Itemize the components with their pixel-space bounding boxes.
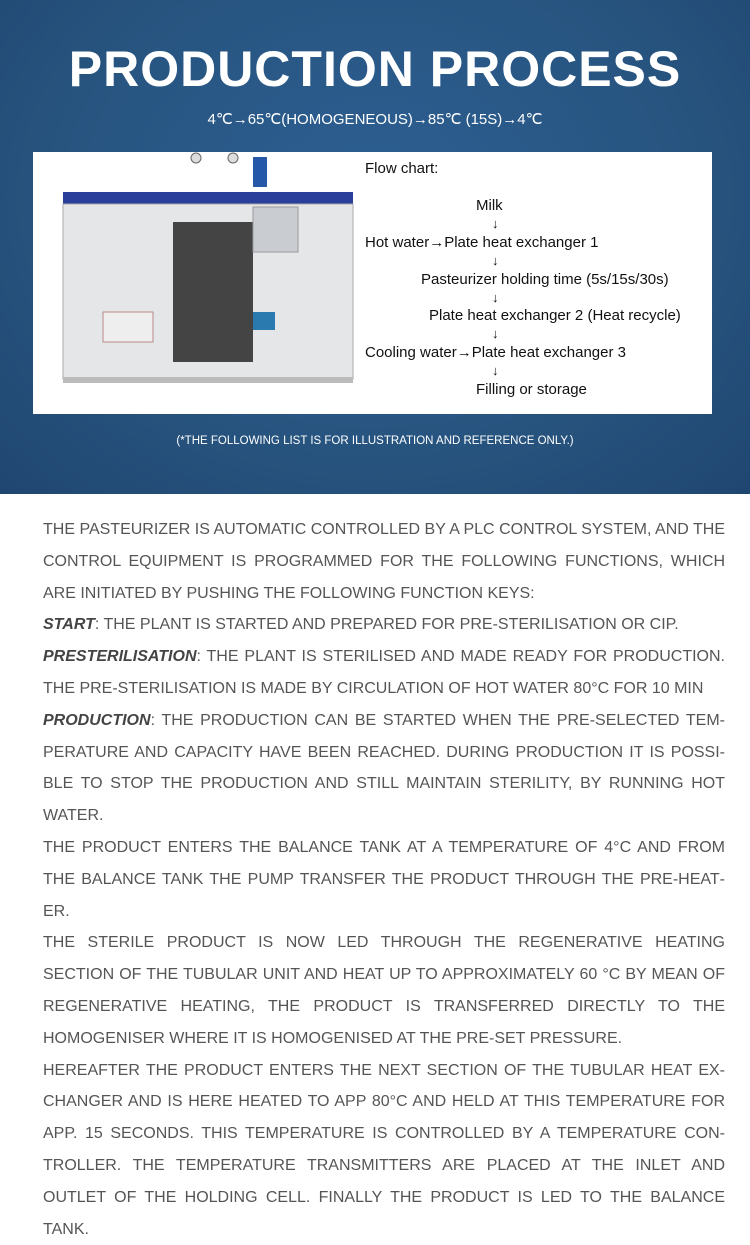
flow-step: Hot water→Plate heat exchanger 1 (365, 234, 599, 251)
pasteurizer-machine-image (53, 152, 363, 397)
flow-step: Pasteurizer holding time (5s/15s/30s) (421, 271, 669, 288)
production-paragraph (43, 705, 725, 832)
paragraph: THE PRODUCT ENTERS THE BALANCE TANK AT A TEMPERATURE OF 4°C AND FROM THE BALANCE TANK THE PUMP TRANSFER THE PRODUCT THROUGH THE PRE-HEATER. (43, 838, 725, 920)
process-subtitle: 4℃→65℃(HOMOGENEOUS)→85℃ (15S)→4℃ (207, 111, 543, 128)
presterilisation-key: PRESTERILISATION (43, 648, 197, 666)
flow-panel (33, 152, 712, 414)
flow-heading: Flow chart: (365, 160, 439, 177)
intro-paragraph: THE PASTEURIZER IS AUTOMATIC CONTROLLED BY A PLC CONTROL SYSTEM, AND THE CONTROL EQUIPMENT IS PROGRAMMED FOR THE FOLLOWING FUNCTIONS, WHICH ARE INITIATED BY PUSHING THE FOLLOWING FUNCTION KEYS: (43, 521, 725, 602)
arrow-down-icon: ↓ (492, 290, 499, 305)
arrow-down-icon: ↓ (492, 363, 499, 378)
production-key: PRODUCTION (43, 711, 151, 729)
arrow-down-icon: ↓ (492, 216, 499, 231)
start-key: START (43, 616, 95, 634)
start-text: : THE PLANT IS STARTED AND PREPARED FOR PRE-STERILISATION OR CIP. (94, 616, 679, 634)
flow-chart (365, 152, 712, 414)
flow-step: Milk (476, 197, 503, 214)
hero-banner (0, 0, 750, 494)
description (43, 514, 725, 1245)
arrow-down-icon: ↓ (492, 253, 499, 268)
flow-step: Cooling water→Plate heat exchanger 3 (365, 344, 626, 361)
disclaimer-note: (*THE FOLLOWING LIST IS FOR ILLUSTRATION AND REFERENCE ONLY.) (176, 435, 574, 447)
presterilisation-text: : THE PLANT IS STERILISED AND MADE READY FOR PRODUCTION. THE PRE-STERILISATION IS MADE BY CIRCULATION OF HOT WATER 80°C FOR 10 MIN (43, 648, 725, 697)
arrow-down-icon: ↓ (492, 326, 499, 341)
start-paragraph (43, 609, 725, 641)
flow-step: Filling or storage (476, 381, 587, 398)
page-title: PRODUCTION PROCESS (68, 41, 682, 97)
flow-step: Plate heat exchanger 2 (Heat recycle) (429, 307, 681, 324)
paragraph: THE STERILE PRODUCT IS NOW LED THROUGH THE REGENERATIVE HEATING SECTION OF THE TUBULAR UNIT AND HEAT UP TO APPROXIMATELY 60 °C BY MEAN OF REGENERATIVE HEATING, THE PRODUCT IS TRANSFERRED DIRECTLY TO THE HOMOGENISER WHERE IT IS HOMOGENISED AT THE PRE-SET PRESSURE. (43, 934, 725, 1047)
presterilisation-paragraph (43, 641, 725, 705)
paragraph: HEREAFTER THE PRODUCT ENTERS THE NEXT SECTION OF THE TUBULAR HEAT EXCHANGER AND IS HERE HEATED TO APP 80°C AND HELD AT THIS TEMPERATURE FOR APP. 15 SECONDS. THIS TEMPERATURE IS CONTROLLED BY A TEMPERATURE CONTROLLER. THE TEMPERATURE TRANSMITTERS ARE PLACED AT THE INLET AND OUTLET OF THE HOLDING CELL. FINALLY THE PRODUCT IS LED TO THE BALANCE TANK. (43, 1061, 725, 1238)
production-text: : THE PRODUCTION CAN BE STARTED WHEN THE PRE-SELECTED TEMPERATURE AND CAPACITY HAVE BEEN REACHED. DURING PRODUCTION IT IS POSSIBLE TO STOP THE PRODUCTION AND STILL MAINTAIN STERILITY, BY RUNNING HOT WATER. (43, 711, 725, 825)
